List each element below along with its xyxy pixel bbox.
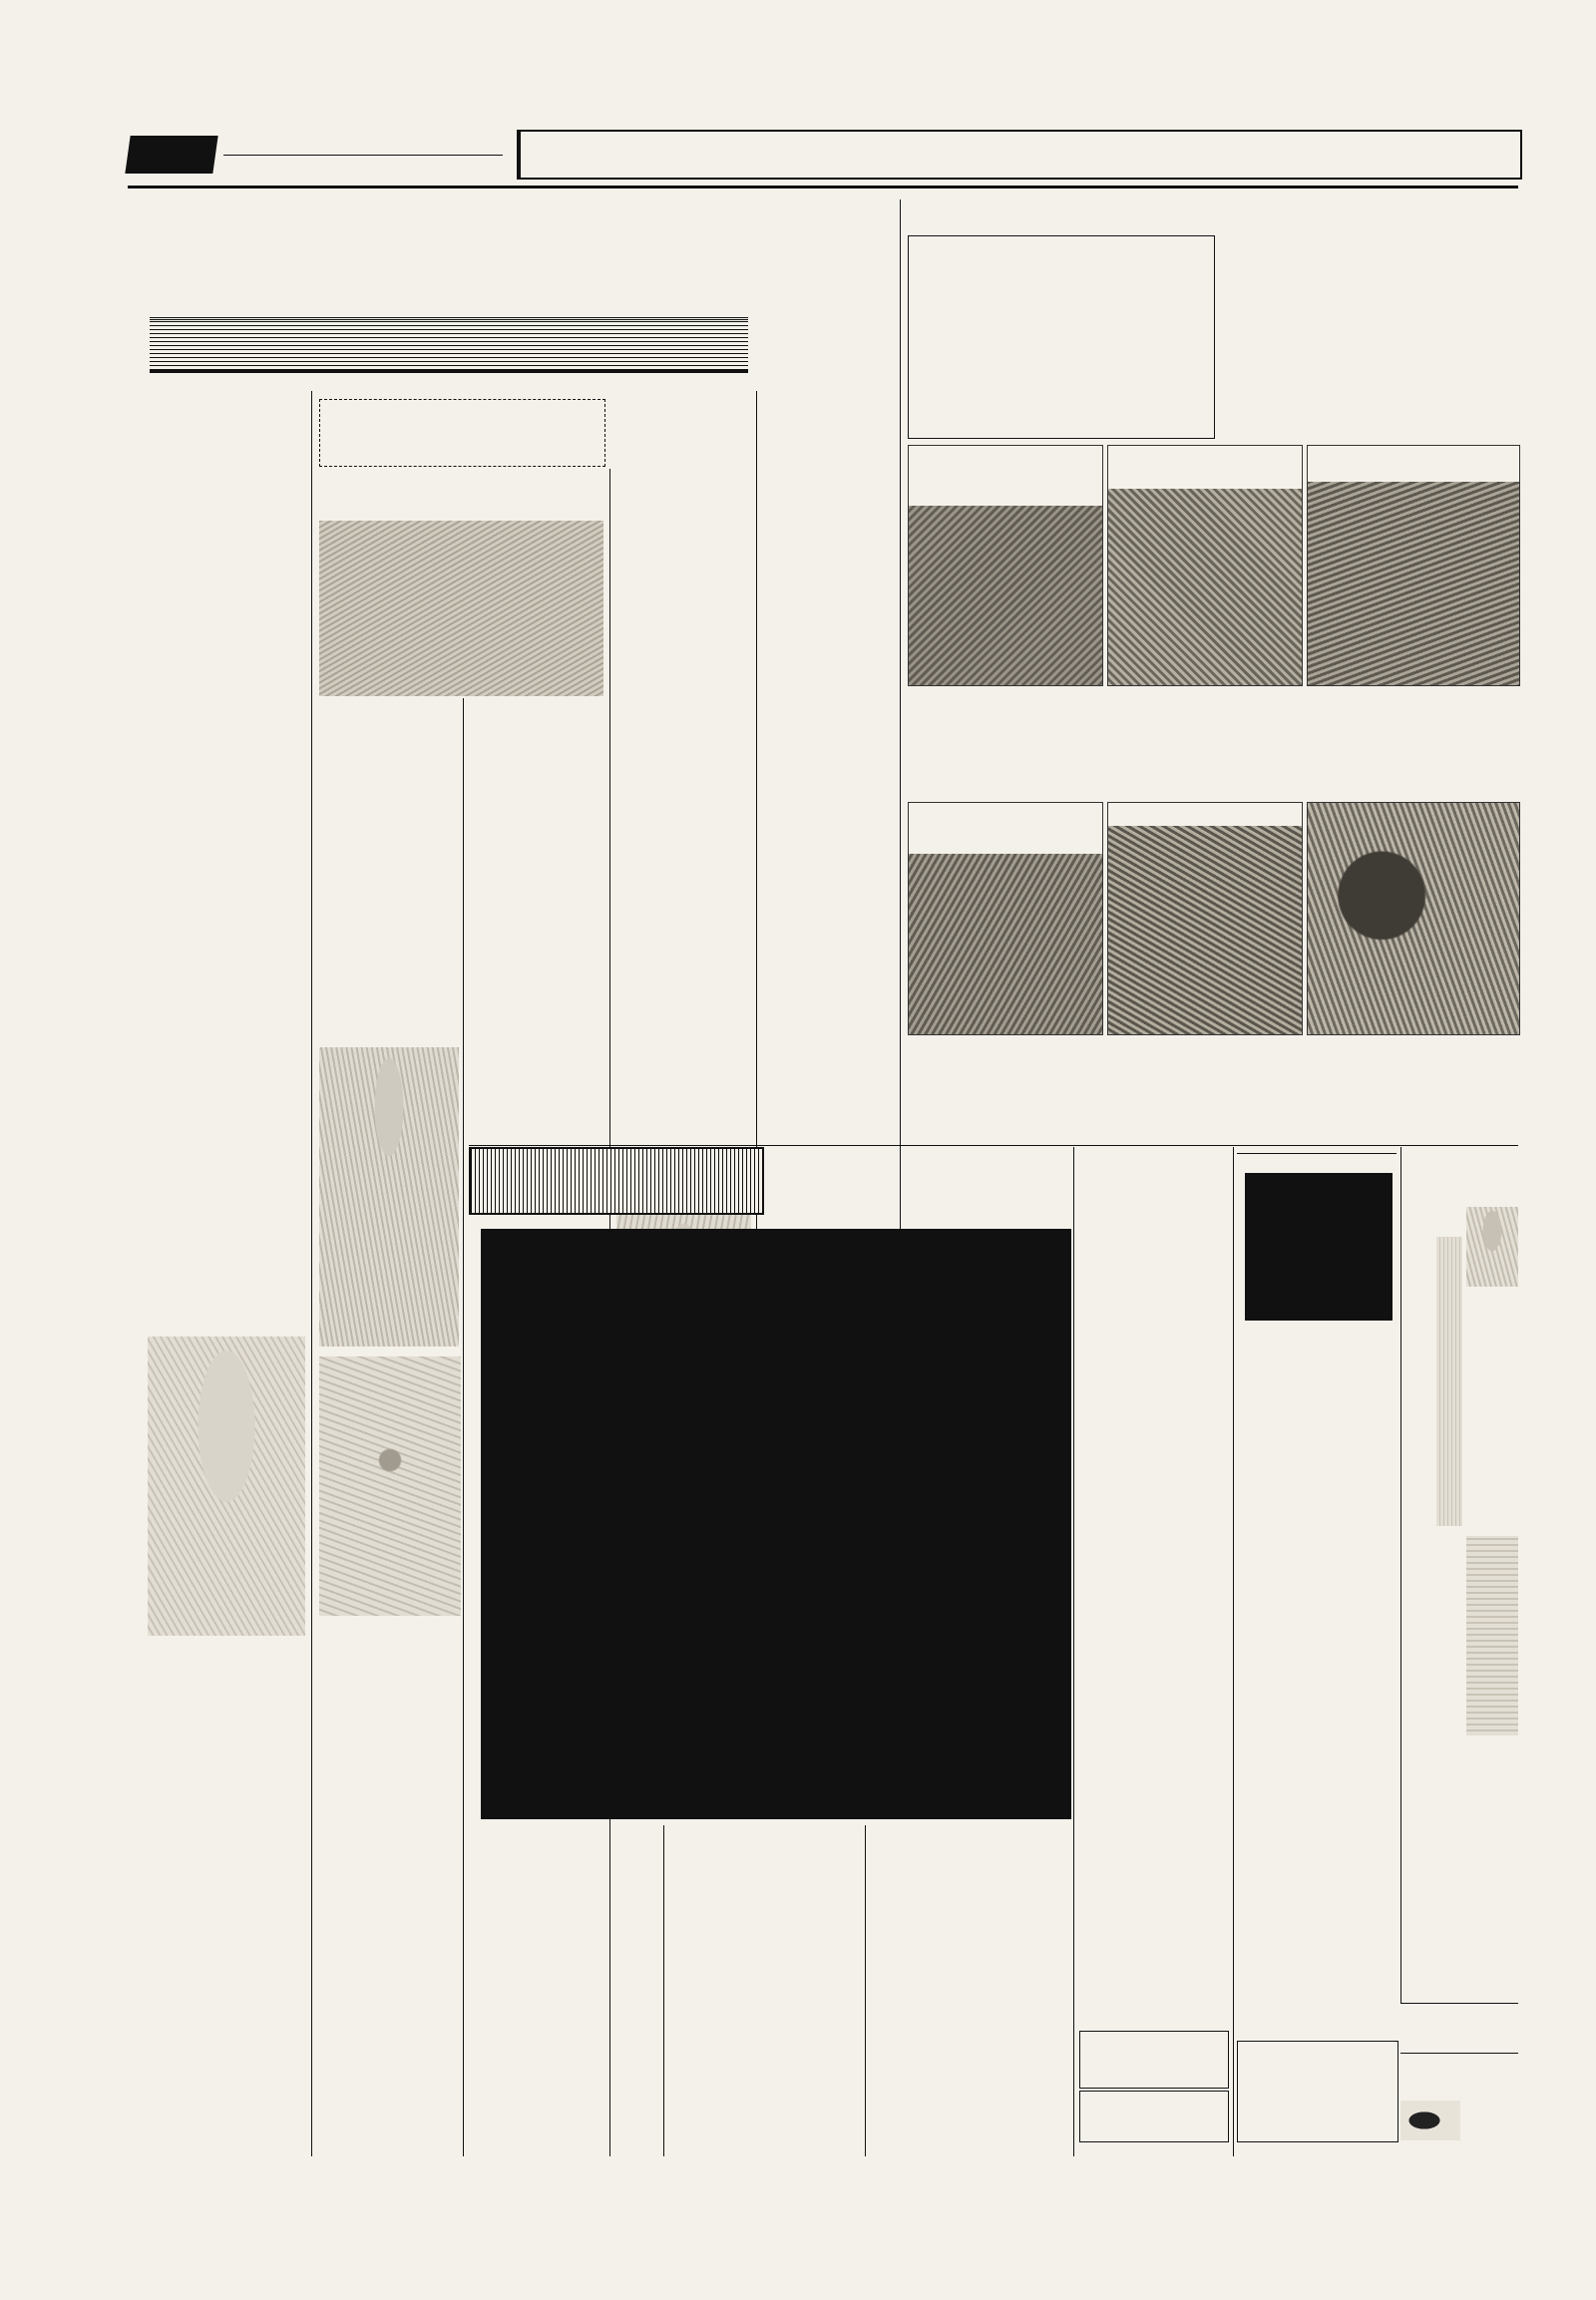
illustration-girl [148, 1337, 305, 1636]
chess-solution-text [1079, 1967, 1227, 2027]
solution-prev-signature [1079, 1865, 1227, 1878]
illustration-landscape [319, 477, 603, 696]
africa-panel-4 [908, 802, 1103, 1035]
summary-text [145, 417, 304, 656]
serial-col3-text [616, 401, 751, 710]
africa-panel-6 [1307, 802, 1520, 1035]
crossword-across-text [469, 1845, 658, 2139]
africa-caption-2 [1107, 690, 1301, 790]
quiz-answers [1406, 1809, 1518, 1909]
serial-col4-text [762, 401, 894, 820]
africa-summary-box [908, 235, 1215, 439]
serorine-ad [1400, 2003, 1518, 2052]
small-cross-solution-text [1237, 1875, 1396, 2035]
serorine-text [1402, 2034, 1516, 2052]
solution-intro-b [1079, 1243, 1227, 1358]
africa-caption-5 [1107, 1039, 1301, 1139]
crossword-col-b-text [670, 1827, 860, 1992]
doctor-3-details [1242, 2100, 1394, 2137]
africa-panel-1 [908, 445, 1103, 686]
profile-text [1462, 2116, 1518, 2140]
africa-summary-text [917, 256, 1206, 432]
chess-white [872, 2057, 1051, 2070]
africa-caption-3 [1307, 690, 1518, 790]
small-cross-title [1237, 1151, 1396, 1154]
serial-col1-lower [145, 1646, 304, 1945]
drawing-text [1406, 1951, 1518, 2001]
mentiou-text [1402, 2074, 1516, 2090]
serial-col2b-text [469, 704, 603, 954]
tale-box [319, 399, 605, 467]
doctor-1-details [1084, 2052, 1224, 2084]
serial-subtitle-box [150, 317, 748, 373]
crossword-col-c-text [872, 1827, 1051, 1987]
solution-prev-vert-text [1079, 1781, 1227, 1861]
africa-caption-1 [908, 690, 1101, 790]
small-cross-across-text [1237, 1342, 1396, 1578]
serial-col3-text-b [616, 718, 751, 1017]
serial-col2-bottom [319, 1661, 459, 2139]
masthead [128, 134, 1518, 180]
small-cross-down-text [1237, 1600, 1396, 1839]
chess-notes [1079, 1885, 1227, 1945]
africa-panel-5 [1107, 802, 1303, 1035]
illustration-drawing-puzzle [1436, 1237, 1462, 1526]
picture-caption [319, 1626, 459, 1656]
banner-box [517, 130, 1522, 180]
mentiou-ad [1400, 2053, 1518, 2102]
illustration-scales [319, 1356, 461, 1616]
illustration-boy-sword [319, 1047, 459, 1346]
africa-caption-6 [1307, 1039, 1518, 1125]
logo [125, 136, 217, 174]
doctor-2-details [1084, 2109, 1224, 2139]
chess-moves [872, 2085, 1051, 2139]
illustration-profile [1400, 2101, 1460, 2140]
crossword-grid[interactable] [481, 1229, 1071, 1819]
chess-black [872, 2070, 1051, 2083]
crossword-down-text [670, 2015, 860, 2139]
doctor-ad-2 [1079, 2091, 1229, 2142]
africa-panel-3 [1307, 445, 1520, 686]
illustration-quiz-cartoon [1466, 1536, 1518, 1735]
africa-panel-2 [1107, 445, 1303, 686]
doctor-ad-1 [1079, 2031, 1229, 2089]
serial-col4-text-b [762, 828, 894, 1167]
solution-intro [1079, 1149, 1227, 1239]
small-crossword-grid[interactable] [1245, 1173, 1393, 1321]
serial-col2-text [319, 704, 457, 884]
crossword-column-numbers [481, 1215, 1067, 1229]
doctor-ad-3 [1237, 2041, 1398, 2142]
crossword-row-numbers [463, 1229, 479, 1815]
serial-col1-text [145, 690, 304, 1329]
africa-caption-4 [908, 1039, 1101, 1139]
small-cross-signature [1237, 1841, 1396, 1854]
crossword-title-box [469, 1147, 764, 1215]
chess-source [872, 2041, 1051, 2055]
drawing-solution-text [145, 1973, 304, 2142]
solution-prev-text [1079, 1378, 1227, 1777]
